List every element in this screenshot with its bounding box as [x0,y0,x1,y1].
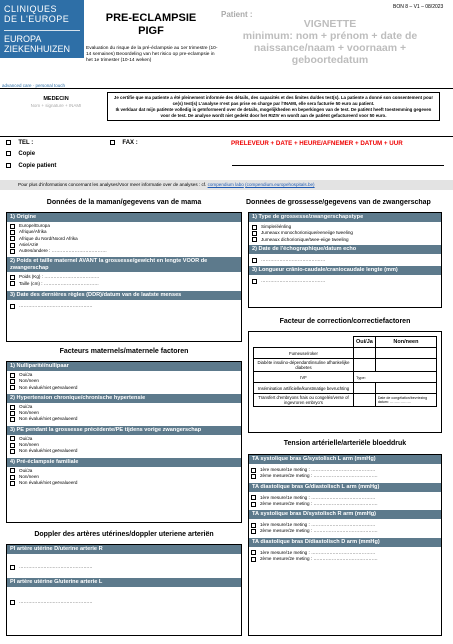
pregnancy-type-label: Jumeaux dichorionique/twee-eiige tweeling [261,236,349,242]
pressure-bar: TA systolique bras D/systolisch R arm (mmHg) [249,510,441,519]
fax-row[interactable] [110,140,138,146]
factor-checkbox[interactable] [10,436,15,441]
measure-checkbox[interactable] [251,468,256,473]
pregnancy-type-checkbox[interactable] [252,237,257,242]
doppler-left-bar: PI artère utérine G/uterine arterie L [7,578,241,587]
factor-option-label: Non/neen [19,473,39,479]
copie-checkbox[interactable] [6,151,11,156]
factor-checkbox[interactable] [10,411,15,416]
factor-bar: 4) Pré-éclampsie familiale [7,458,241,467]
factor-checkbox[interactable] [10,379,15,384]
logo-line-3: EUROPA [4,34,42,44]
doppler-left-value: ………………………………………… [19,599,93,605]
hospital-logo [0,0,84,58]
non-cell[interactable] [375,383,436,394]
measure-checkbox[interactable] [251,523,256,528]
vignette-line-1: VIGNETTE [303,18,357,30]
info-text: Pour plus d'informations concernant les analyses/Voor meer informatie over de analyses : cf. [18,182,208,187]
measure-checkbox[interactable] [251,502,256,507]
vignette-line-4: geboortedatum [291,54,369,66]
row-label: Diabète insulino-dépendant/insuline afhankelijke diabetes [254,359,354,372]
factor-option-label: Oui/Ja [19,372,33,377]
factor-checkbox[interactable] [10,373,15,378]
measure-label: 2ème mesure/2e meting : …………………………………… [260,473,378,479]
ddr-checkbox[interactable] [10,304,15,309]
col-header-non: Non/neen [375,337,436,348]
doctor-label: MEDECIN [43,96,69,102]
non-cell[interactable] [375,359,436,372]
factor-option[interactable] [10,448,238,454]
factor-option-label: Non évalué/niet geëvalueerd [19,384,78,390]
pregnancy-type-label: Jumeaux monochorionique/eeneiige tweeling [261,230,353,236]
table-row [254,359,437,372]
row-label: Transfert d'embryons frais ou congelés/verse of ingevroren embryo's [254,394,354,407]
doppler-section-title: Doppler des artères utérines/doppler uteriene arteriën [34,531,214,538]
measure-checkbox[interactable] [251,550,256,555]
factor-checkbox[interactable] [10,385,15,390]
origin-label: Afrique du Nord/Noord Afrika [19,235,78,241]
copie-row[interactable] [6,151,35,157]
weight-bar: 2) Poids et taille maternel AVANT la grossesse/gewicht en lengte VOOR de zwangerschap [7,257,241,272]
origin-bar: 1) Origine [7,213,241,222]
doctor-sublabel: Nom + signature + INAMI [30,103,82,108]
origin-checkbox[interactable] [10,224,15,229]
height-checkbox[interactable] [10,281,15,286]
vignette-line-2: minimum: nom + prénom + date de [242,30,418,42]
echo-value: …………………………………… [261,256,326,262]
crl-checkbox[interactable] [252,279,257,284]
weight-checkbox[interactable] [10,275,15,280]
vignette-line-3: naissance/naam + voornaam + [253,42,407,54]
factor-checkbox[interactable] [10,481,15,486]
consent-box [107,92,440,121]
origin-checkbox[interactable] [10,230,15,235]
origin-checkbox[interactable] [10,236,15,241]
pregnancy-section-title: Données de grossesse/gegevens van de zwangerschap [246,199,431,206]
factor-option-label: Oui/Ja [19,467,33,473]
form-code: BON 8 – V1 – 08/2023 [393,4,444,10]
title-line-2: PIGF [138,25,164,37]
factor-option[interactable] [10,480,238,486]
tel-label: TEL : [18,140,34,146]
factor-option-label: Non évalué/niet geëvalueerd [19,416,78,422]
table-row [254,383,437,394]
oui-cell[interactable] [354,383,376,394]
pregnancy-type-option[interactable] [252,237,438,243]
factor-option-label: Non évalué/niet geëvalueerd [19,448,78,454]
factor-option-label: Oui/Ja [19,435,33,441]
pregnancy-type-label: Simple/éénling [261,224,292,229]
oui-cell[interactable] [354,348,376,359]
origin-label: Autres/andere : ……………………………… [19,248,107,254]
mother-section-title: Données de la maman/gegevens van de mama [46,199,202,206]
pressure-bar: TA systolique bras G/systolisch L arm (mmHg) [249,455,441,464]
compendium-url-link[interactable]: (compendium.europehospitals.be) [245,182,315,187]
measure-checkbox[interactable] [251,495,256,500]
measure-label: 2ème mesure/2e meting : …………………………………… [260,500,378,506]
factor-checkbox[interactable] [10,443,15,448]
info-bar [0,180,453,190]
measure-2[interactable] [251,528,439,534]
factor-checkbox[interactable] [10,468,15,473]
pregnancy-type-checkbox[interactable] [252,231,257,236]
pressure-section-title: Tension artérielle/arteriële bloeddruk [283,440,407,447]
preleveur-line [232,165,444,166]
weight-label: Poids (Kg) : ……………………………… [19,274,100,280]
mother-box [6,212,242,342]
col-header-oui: Oui/Ja [354,337,376,348]
crl-field[interactable] [252,278,438,284]
factor-checkbox[interactable] [10,449,15,454]
ddr-field[interactable] [10,303,238,309]
factor-bar: 3) PE pendant la grossesse précédente/PE tijdens vorige zwangerschap [7,426,241,435]
measure-2[interactable] [251,501,439,507]
row-label: Insémination artificielle/kunstmatige bevruchting [254,383,354,394]
tel-checkbox[interactable] [6,140,11,145]
logo-line-2: DE L'EUROPE [4,14,70,24]
origin-checkbox[interactable] [10,243,15,248]
row-label: Fumeuse/roker [254,348,354,359]
factors-section-title: Facteurs maternels/maternele factoren [59,348,189,355]
measure-2[interactable] [251,473,439,479]
non-cell[interactable] [375,348,436,359]
ivf-type-cell[interactable]: Type: [354,372,437,383]
fax-checkbox[interactable] [110,140,115,145]
origin-checkbox[interactable] [10,249,15,254]
factor-checkbox[interactable] [10,405,15,410]
correction-section-title: Facteur de correction/correctiefactoren [279,318,411,325]
copie-patient-label: Copie patient [18,163,57,169]
copie-patient-row[interactable] [6,163,56,169]
pregnancy-type-checkbox[interactable] [252,225,257,230]
oui-cell[interactable] [354,394,376,407]
table-row [254,348,437,359]
compendium-link[interactable]: compendium labo [207,182,244,187]
conge-date-cell[interactable]: Date de congélation/bevriezing datum: ……………… [375,394,436,407]
doppler-left-field[interactable] [10,599,238,605]
measure-checkbox[interactable] [251,474,256,479]
height-field[interactable] [10,281,238,287]
tel-row[interactable] [6,140,33,146]
measure-label: 1ère mesure/1e meting : …………………………………… [260,522,376,528]
factor-option[interactable] [10,416,238,422]
echo-bar: 2) Date de l'échographique/datum echo [249,245,441,254]
echo-field[interactable] [252,257,438,263]
doppler-left-checkbox[interactable] [10,600,15,605]
measure-label: 1ère mesure/1e meting : …………………………………… [260,467,376,472]
patient-vignette[interactable] [225,18,435,66]
form-title [86,12,216,38]
pressure-bar: TA diastolique bras G/diastolisch L arm (mmHg) [249,483,441,492]
divider [0,88,453,89]
origin-label: Asie/Azië [19,241,39,247]
correction-table [253,336,437,407]
row-label: IVF [254,372,354,383]
pregnancy-type-bar: 1) Type de grossesse/zwangerschapstype [249,213,441,222]
doppler-box [6,544,242,636]
table-row [254,394,437,407]
consent-fr: Je certifie que ma patiente a été pleinement informée des détails, des capacités et des limites du/des test(s). La patiente a donné son consentement pour ce(s) test(s) L'analyse n'est pas prise en charge par l'INAMI, elle sera facturée 50 euro au patient. [113,95,434,106]
factor-option-label: Non/neen [19,410,39,416]
measure-label: 2ème mesure/2e meting : …………………………………… [260,528,378,534]
pregnancy-box [248,212,442,308]
height-label: Taille (cm) : ……………………………… [19,280,99,286]
measure-label: 1ère mesure/1e meting : …………………………………… [260,549,376,555]
factor-option[interactable] [10,385,238,391]
table-row [254,372,437,383]
pressure-box [248,454,442,636]
correction-box [248,331,442,433]
factor-option-label: Oui/Ja [19,403,33,409]
origin-label: Afrique/Afrika [19,229,47,235]
patient-label: Patient : [221,10,253,19]
doppler-right-value: ………………………………………… [19,564,93,569]
doppler-right-bar: PI artère utérine D/uterine arterie R [7,545,241,554]
origin-label: Europe/Europa [19,223,50,228]
factor-option-label: Non/neen [19,442,39,448]
measure-2[interactable] [251,556,439,562]
factor-bar: 2) Hypertension chronique/chronische hypertensie [7,394,241,403]
echo-checkbox[interactable] [252,258,257,263]
pressure-bar: TA diastolique bras D/diastolisch D arm (mmHg) [249,538,441,547]
crl-value: …………………………………… [261,278,326,284]
consent-nl: Ik verklaar dat mijn patiënte volledig is geïnformeerd over de details, mogelijkheden en beperkingen van de test. De patiënt heeft toestemming gegeven voor de test. De analyse wordt niet gedekt door het RIZIV en wordt aan de patiënt gefactureerd voor 50 euro. [115,107,432,118]
factors-box [6,361,242,523]
ddr-value: ………………………………………… [19,303,93,309]
form-description: Evaluation du risque de la pré-éclampsie au 1er trimestre (10-14 semaines) Beoordeling van het risico op pre-eclampsie in het 1e trimester (10-14 weken) [86,46,218,63]
copie-patient-checkbox[interactable] [6,163,11,168]
doppler-right-checkbox[interactable] [10,565,15,570]
title-line-1: PRE-ECLAMPSIE [105,12,197,24]
measure-checkbox[interactable] [251,529,256,534]
measure-checkbox[interactable] [251,557,256,562]
fax-label: FAX : [122,140,138,146]
doppler-right-field[interactable] [10,564,238,570]
measure-label: 1ère mesure/1e meting : …………………………………… [260,494,376,500]
preleveur-label: PRELEVEUR + DATE + HEURE/AFNEMER + DATUM + UUR [231,140,403,147]
copie-label: Copie [18,151,36,157]
divider [0,136,453,137]
factor-checkbox[interactable] [10,417,15,422]
measure-label: 2ème mesure/2e meting : …………………………………… [260,556,378,562]
factor-option-label: Non/neen [19,378,39,384]
ddr-bar: 3) Date des dernières règles (DDR)/datum van de laatste menses [7,291,241,300]
factor-option-label: Non évalué/niet geëvalueerd [19,480,78,486]
logo-line-4: ZIEKENHUIZEN [4,44,71,54]
factor-checkbox[interactable] [10,475,15,480]
origin-option[interactable] [10,248,238,254]
factor-bar: 1) Nulliparité/nullipaar [7,362,241,371]
crl-bar: 3) Longueur crânio-caudale/craniocaudale lengte (mm) [249,266,441,275]
oui-cell[interactable] [354,359,376,372]
tagline: advanced care · personal touch [2,83,66,88]
logo-line-1: CLINIQUES [4,4,58,14]
